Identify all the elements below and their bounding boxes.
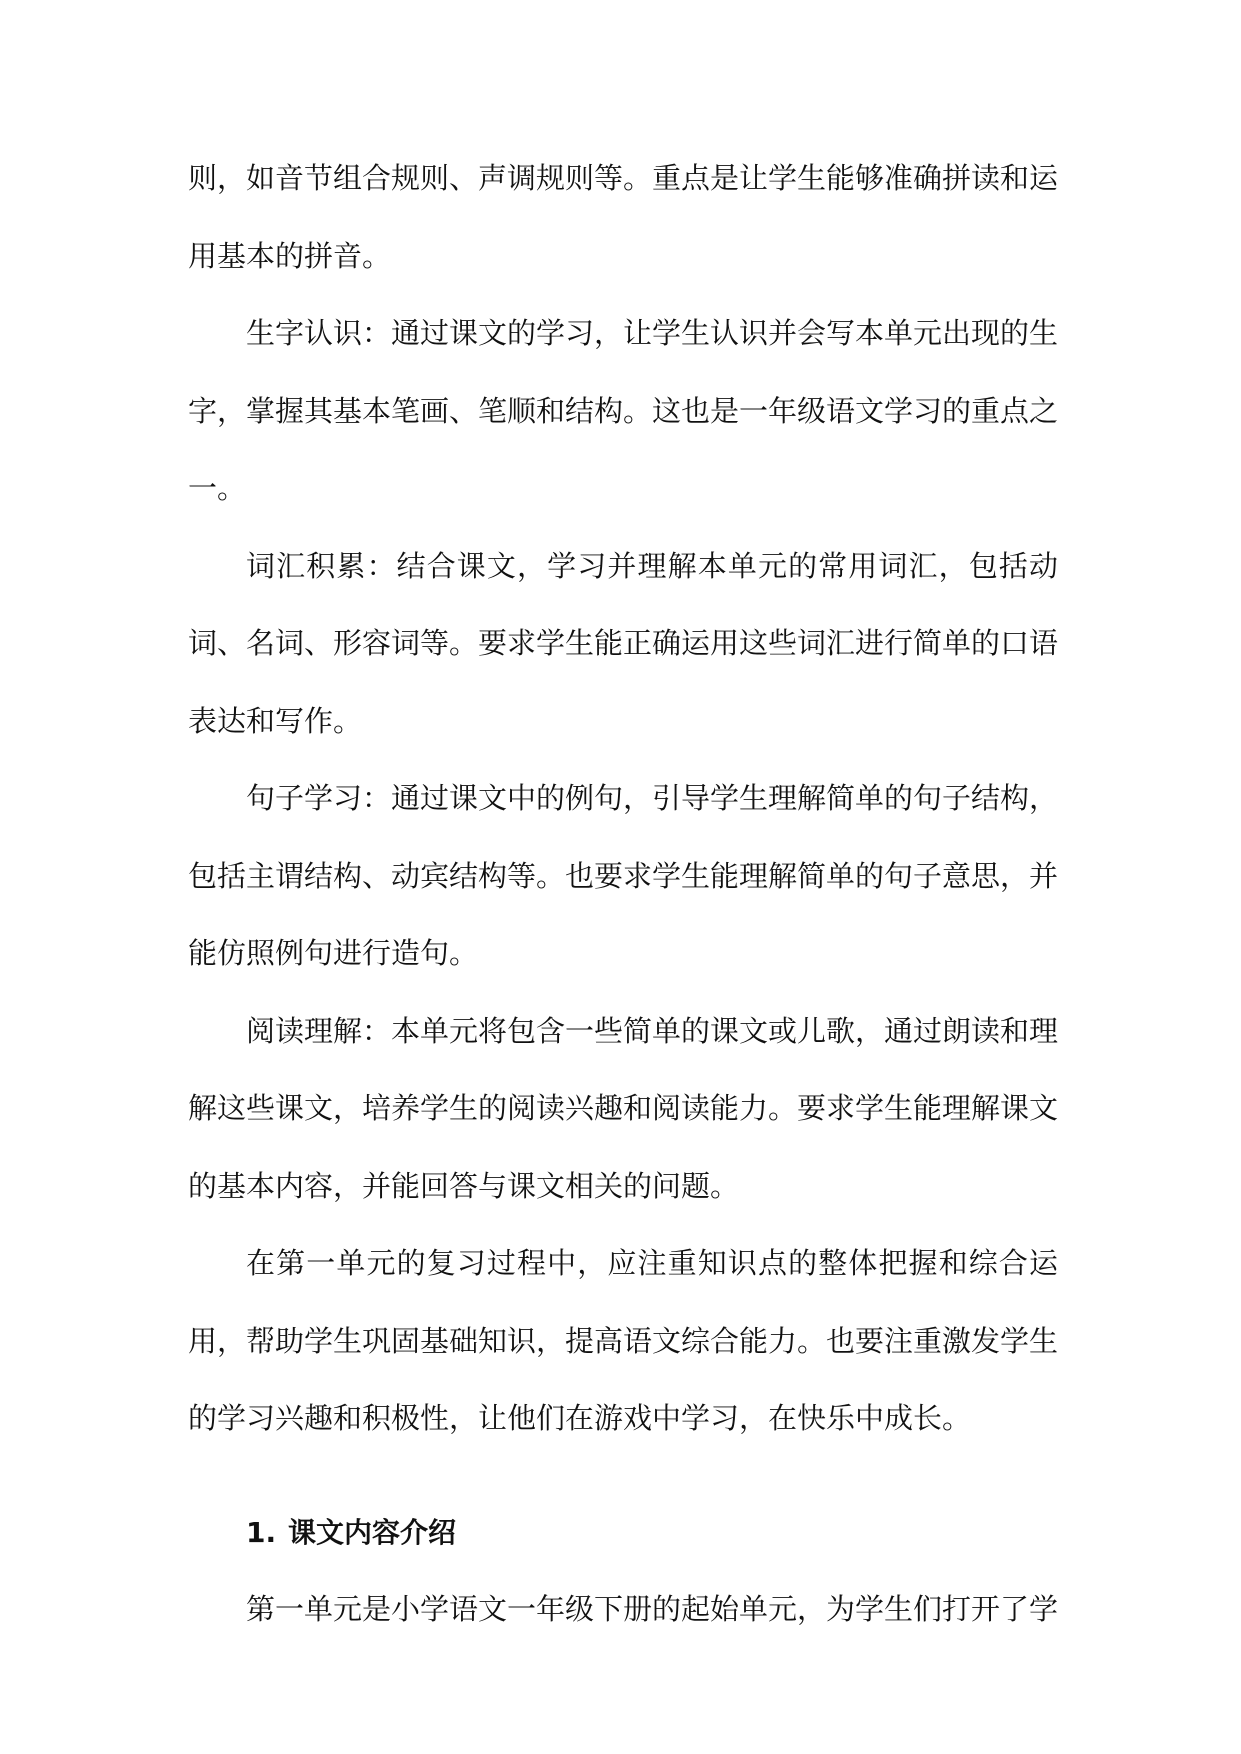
paragraph-character-recognition: 生字认识：通过课文的学习，让学生认识并会写本单元出现的生字，掌握其基本笔画、笔顺和结构。这也是一年级语文学习的重点之一。 bbox=[188, 316, 1059, 505]
body-text bbox=[188, 140, 1058, 1649]
paragraph-pinyin-continued: 则，如音节组合规则、声调规则等。重点是让学生能够准确拼读和运用基本的拼音。 bbox=[188, 161, 1059, 273]
section-title: 课文内容介绍 bbox=[288, 1515, 457, 1549]
paragraph-sentence-learning: 句子学习：通过课文中的例句，引导学生理解简单的句子结构，包括主谓结构、动宾结构等。也要求学生能理解简单的句子意思，并能仿照例句进行造句。 bbox=[188, 781, 1059, 970]
paragraph-review-summary: 在第一单元的复习过程中，应注重知识点的整体把握和综合运用，帮助学生巩固基础知识，提高语文综合能力。也要注重激发学生的学习兴趣和积极性，让他们在游戏中学习，在快乐中成长。 bbox=[188, 1246, 1059, 1435]
paragraph-section-intro: 第一单元是小学语文一年级下册的起始单元，为学生们打开了学 bbox=[246, 1592, 1059, 1626]
paragraph-reading-comprehension: 阅读理解：本单元将包含一些简单的课文或儿歌，通过朗读和理解这些课文，培养学生的阅读兴趣和阅读能力。要求学生能理解课文的基本内容，并能回答与课文相关的问题。 bbox=[188, 1013, 1059, 1203]
section-number: 1. bbox=[246, 1515, 277, 1549]
section-heading bbox=[188, 1494, 1058, 1572]
paragraph-vocabulary: 词汇积累：结合课文，学习并理解本单元的常用词汇，包括动词、名词、形容词等。要求学生能正确运用这些词汇进行简单的口语表达和写作。 bbox=[188, 548, 1059, 738]
